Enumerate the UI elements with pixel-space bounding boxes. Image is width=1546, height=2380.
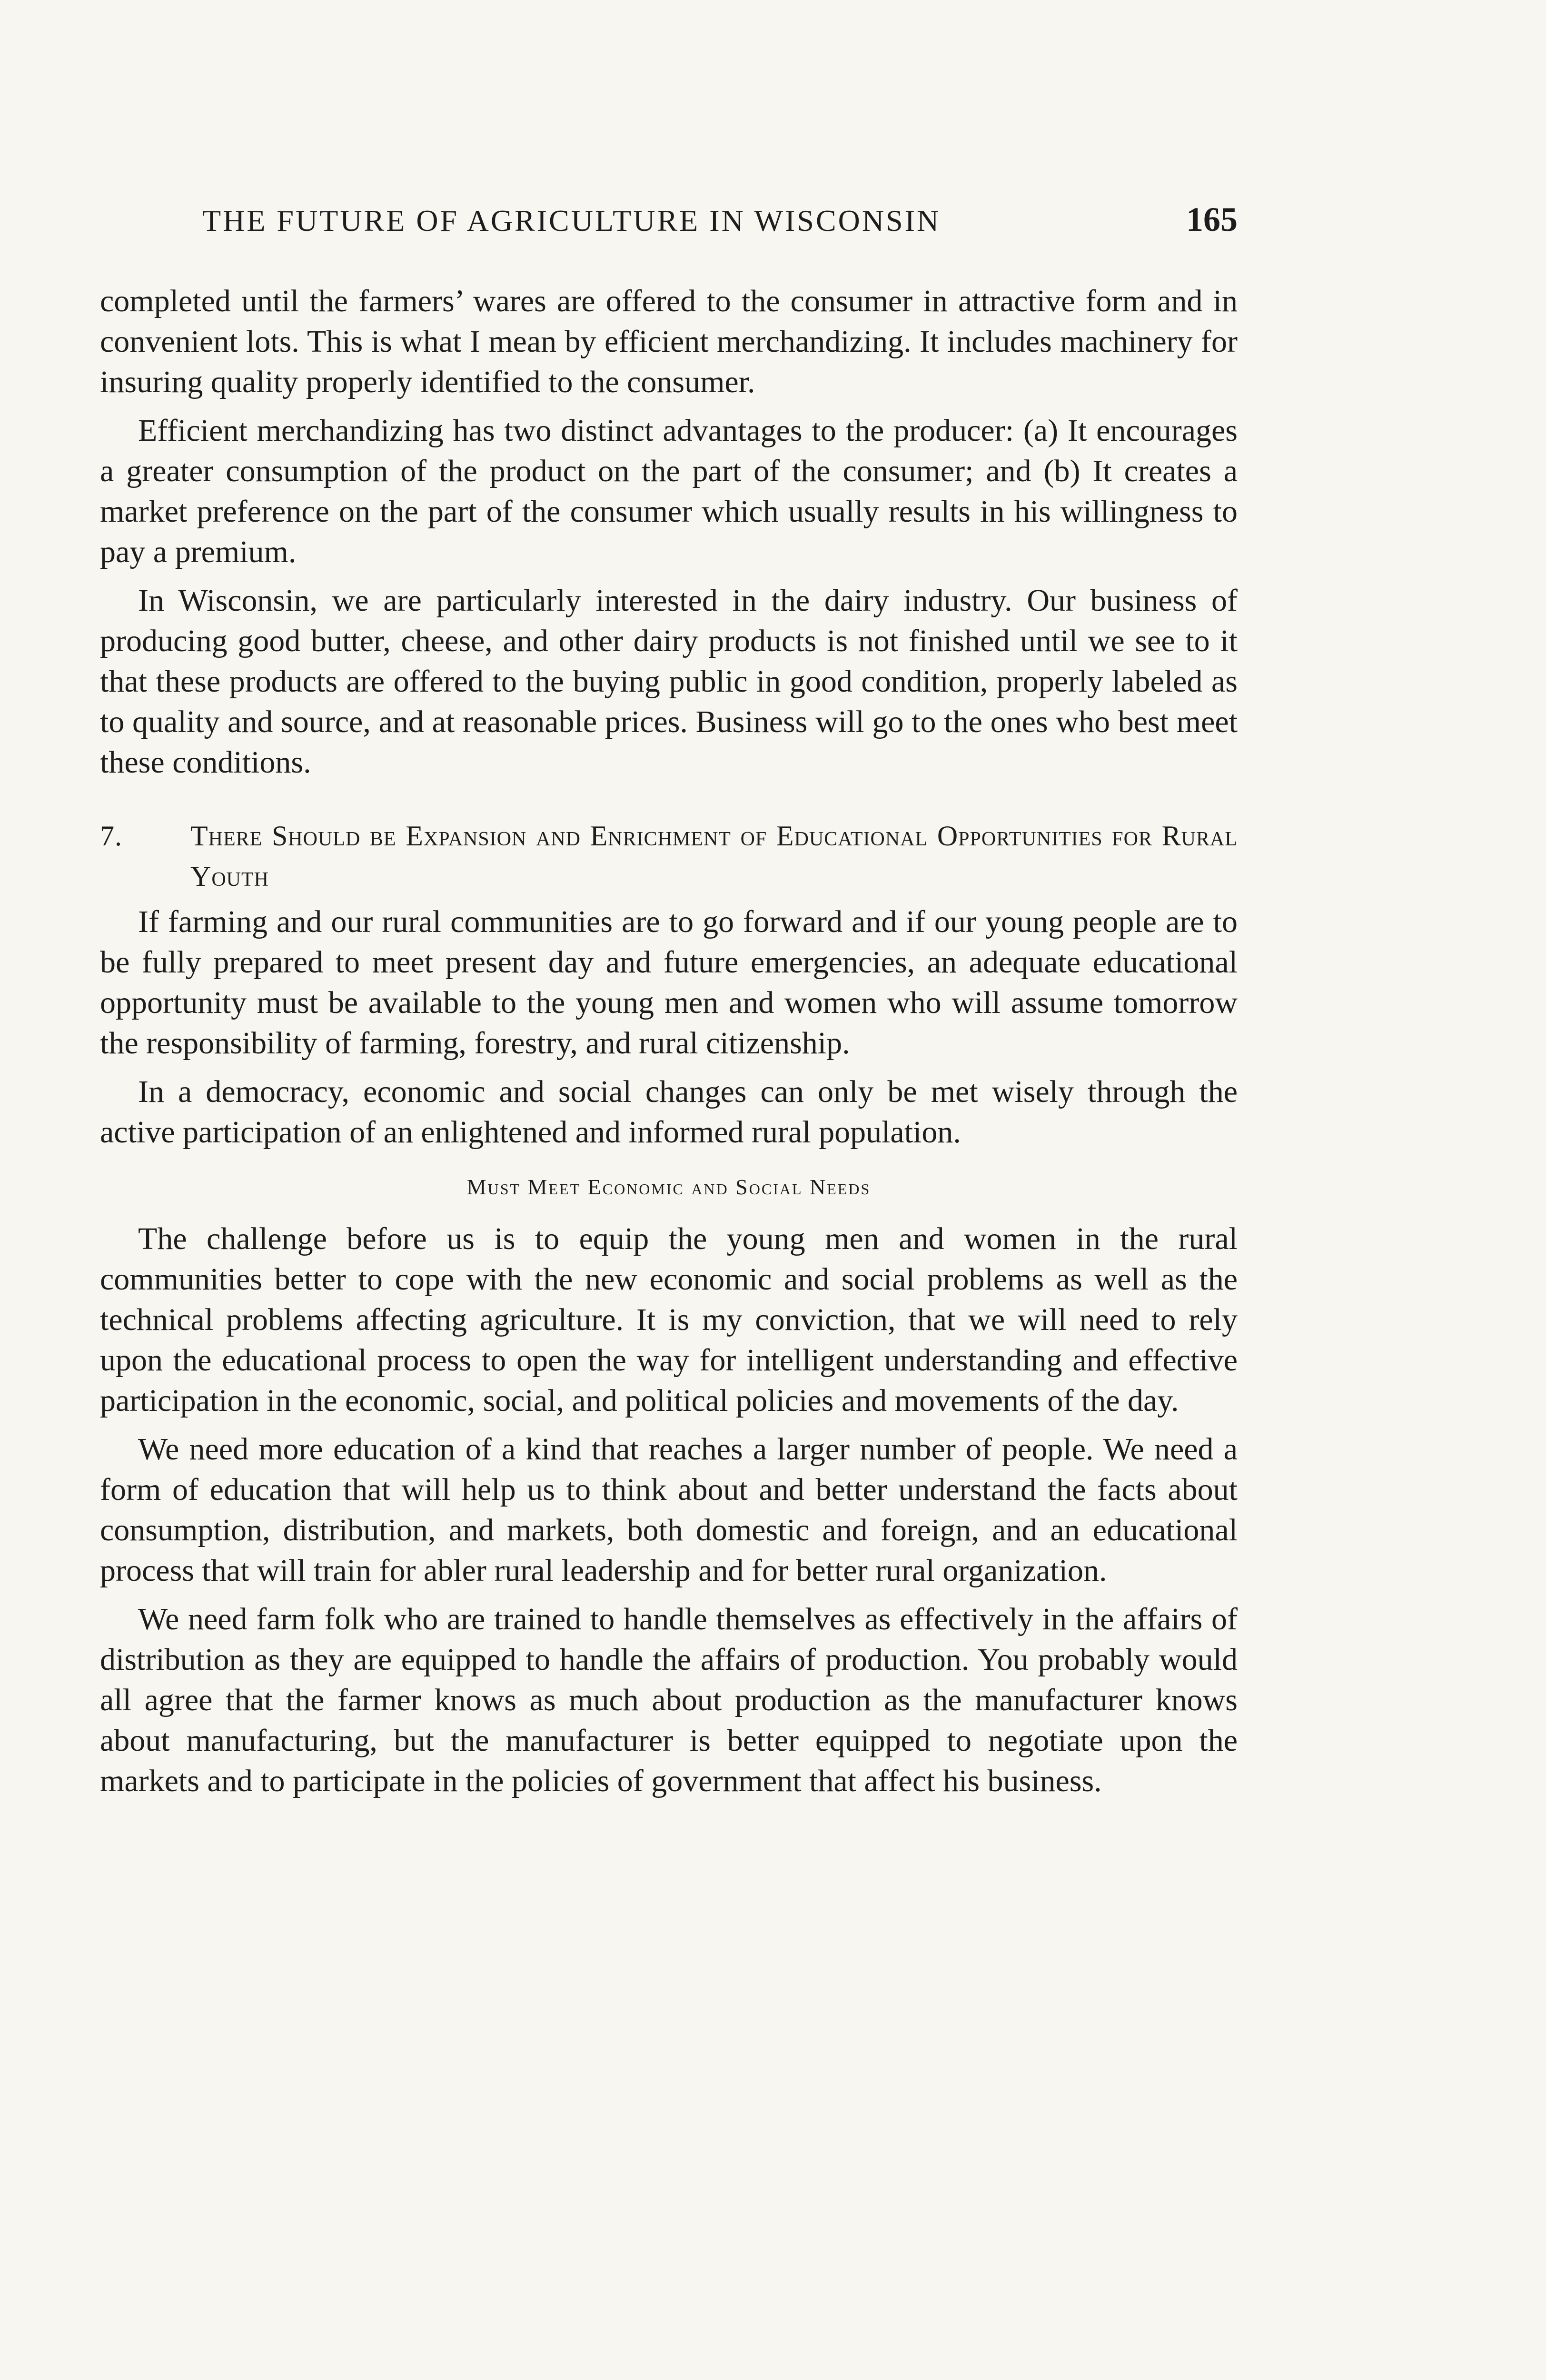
page-number: 165 (1186, 200, 1238, 238)
paragraph-continued: completed until the farmers’ wares are offered to the consumer in attractive form and in convenient lots. This is what I mean by efficient merchandizing. It includes machinery for insuring quality properly identified to the consumer. (100, 284, 1238, 399)
paragraph: If farming and our rural communities are to go forward and if our young people are to be fully prepared to meet present day and future emergencies, an adequate educational opportunity must be available to the young men and women who will assume tomorrow the responsibility of farming, forestry, and rural citizenship. (100, 904, 1238, 1061)
section-title: There Should be Expansion and Enrichment of Educational Opportunities for Rural Youth (190, 820, 1238, 892)
paragraph: In a democracy, economic and social changes can only be met wisely through the active participation of an enlightened and informed rural population. (100, 1074, 1238, 1150)
paragraph: The challenge before us is to equip the young men and women in the rural communities better to cope with the new economic and social problems as well as the technical problems affecting agriculture. It is my conviction, that we will need to rely upon the educational process to open the way for intelligent understanding and effective participation in the economic, social, and political policies and movements of the day. (100, 1221, 1238, 1418)
paragraph: In Wisconsin, we are particularly interested in the dairy industry. Our business of producing good butter, cheese, and other dairy products is not finished until we see to it that these products are offered to the buying public in good condition, properly labeled as to quality and source, and at reasonable prices. Business will go to the ones who best meet these conditions. (100, 583, 1238, 780)
book-page (100, 200, 1238, 1809)
subsection-heading: Must Meet Economic and Social Needs (466, 1175, 871, 1199)
section-number: 7. (100, 820, 122, 852)
body-text (100, 281, 1238, 1801)
section-heading (100, 816, 1238, 897)
running-title: THE FUTURE OF AGRICULTURE IN WISCONSIN (202, 204, 941, 238)
running-header (202, 200, 1238, 252)
paragraph: Efficient merchandizing has two distinct advantages to the producer: (a) It encourages a greater consumption of the product on the part of the consumer; and (b) It creates a market preference on the part of the consumer which usually results in his willingness to pay a premium. (100, 413, 1238, 569)
paragraph: We need farm folk who are trained to handle themselves as effectively in the affairs of distribution as they are equipped to handle the affairs of production. You probably would all agree that the farmer knows as much about production as the manufacturer knows about manufacturing, but the manufacturer is better equipped to negotiate upon the markets and to participate in the policies of government that affect his business. (100, 1602, 1238, 1798)
paragraph: We need more education of a kind that reaches a larger number of people. We need a form of education that will help us to think about and better understand the facts about consumption, distribution, and markets, both domestic and foreign, and an educational process that will train for abler rural leadership and for better rural organization. (100, 1432, 1238, 1588)
